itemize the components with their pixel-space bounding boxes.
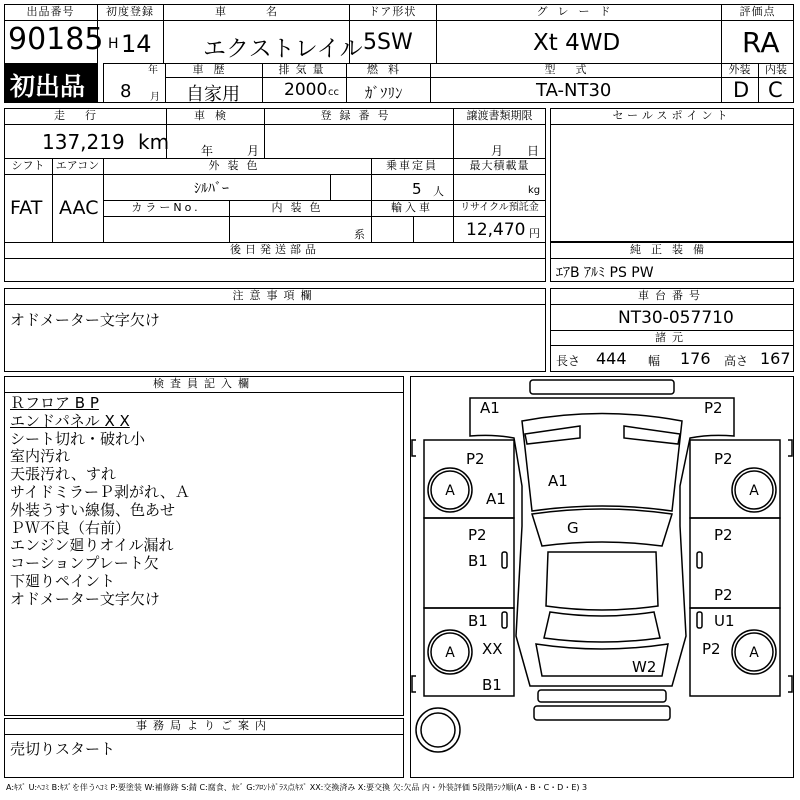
- mileage-label: 走行: [54, 109, 116, 122]
- dmg-left-rear-wheel: A: [445, 645, 455, 661]
- door: 5SW: [363, 30, 413, 55]
- regno-label: 登録番号: [320, 109, 397, 122]
- load-label: 最大積載量: [469, 159, 530, 172]
- len: 444: [596, 349, 627, 368]
- disp-label: 排気量: [278, 63, 330, 76]
- dmg-right-rear-wheel: A: [749, 645, 759, 661]
- lot-no-label: 出品番号: [26, 5, 75, 18]
- ac-label: エアコン: [55, 159, 100, 172]
- inspector-notes: [10, 395, 190, 609]
- note-line: エンドパネル X X: [10, 411, 130, 430]
- colorno-label: カラーNo.: [131, 201, 201, 214]
- inspector-label: 検査員記入欄: [153, 377, 255, 390]
- car-name: エクストレイル: [203, 36, 363, 62]
- dmg-right-front-door: P2: [714, 526, 733, 544]
- dmg-rear-bumper: B1: [482, 676, 502, 694]
- mileage: 137,219: [42, 130, 125, 154]
- model-label: 型式: [544, 63, 607, 76]
- chassis: NT30-057710: [618, 308, 734, 328]
- dmg-right-rear-door-1: P2: [714, 586, 733, 604]
- dmg-front-bumper-right: P2: [704, 399, 723, 417]
- equipment: ｴｱB ｱﾙﾐ PS PW: [556, 265, 654, 281]
- note-line: ＰＷ不良（右前）: [10, 518, 131, 537]
- history: 自家用: [186, 84, 240, 105]
- dmg-left-front-fender: P2: [466, 450, 485, 468]
- transfer-day: 日: [527, 144, 540, 158]
- seats: 5: [412, 180, 422, 198]
- first-listing-text: 初出品: [10, 72, 86, 101]
- hgt-label: 高さ: [724, 354, 749, 368]
- chassis-label: 車台番号: [638, 289, 706, 302]
- dmg-right-front-wheel: A: [749, 483, 759, 499]
- caution-label: 注意事項欄: [232, 289, 318, 302]
- recycle-label: リサイクル預託金: [460, 202, 539, 213]
- import-label: 輸入車: [391, 201, 433, 214]
- inspect-month-unit: 月: [247, 144, 260, 158]
- year-unit: 年: [148, 65, 158, 76]
- score-label: 評価点: [739, 5, 776, 18]
- office-label: 事務局よりご案内: [136, 719, 272, 732]
- hgt: 167: [760, 349, 791, 368]
- dmg-windshield: G: [567, 519, 579, 537]
- dmg-right-rear-fender: P2: [702, 640, 721, 658]
- equipment-label: 純正装備: [630, 243, 714, 256]
- history-label: 車歴: [192, 63, 235, 76]
- color: ｼﾙﾊﾞｰ: [194, 181, 229, 197]
- wid: 176: [680, 349, 711, 368]
- fuel: ｶﾞｿﾘﾝ: [365, 84, 403, 102]
- dims-label: 諸元: [655, 331, 689, 344]
- note-line: 天張汚れ、すれ: [10, 465, 116, 484]
- ext: D: [733, 78, 750, 102]
- shift-label: シフト: [11, 159, 45, 172]
- reg-label: 初度登録: [106, 5, 154, 18]
- car-name-label: 車名: [215, 5, 317, 18]
- dmg-left-front-wheel: A: [445, 483, 455, 499]
- grade: Xt 4WD: [533, 30, 621, 56]
- wid-label: 幅: [648, 354, 661, 368]
- score: RA: [742, 26, 780, 59]
- era: H: [108, 36, 119, 52]
- dmg-left-rear-fender: XX: [482, 640, 503, 658]
- note-line: サイドミラーＰ剥がれ、Ａ: [10, 482, 190, 501]
- disp-unit: cc: [328, 87, 339, 98]
- fuel-label: 燃料: [367, 63, 409, 76]
- later-parts-label: 後日発送部品: [230, 243, 320, 256]
- transfer-label: 譲渡書類期限: [466, 109, 533, 122]
- month-unit: 月: [150, 92, 160, 103]
- seats-unit: 人: [433, 185, 444, 198]
- dmg-front-bumper-left: A1: [480, 399, 500, 417]
- len-label: 長さ: [556, 354, 581, 368]
- dmg-right-front-fender: P2: [714, 450, 733, 468]
- int: C: [768, 78, 783, 102]
- intcolor-label: 内装色: [271, 201, 329, 214]
- note-line: コーションプレート欠: [10, 554, 159, 573]
- year-num: 14: [121, 30, 152, 58]
- int-label: 内装: [765, 63, 787, 76]
- dmg-right-rear-door-2: U1: [714, 612, 735, 630]
- note-line: シート切れ・破れ小: [10, 429, 146, 448]
- inspect-year-unit: 年: [201, 144, 214, 158]
- intcolor-suffix: 系: [354, 228, 365, 241]
- ext-label: 外装: [728, 63, 751, 76]
- note-line: 室内汚れ: [10, 447, 71, 466]
- note-line: 下廻りペイント: [10, 571, 116, 590]
- seats-label: 乗車定員: [386, 159, 438, 172]
- office-note: 売切りスタート: [10, 740, 116, 758]
- dmg-left-front-door: P2: [468, 526, 487, 544]
- mileage-unit: km: [138, 130, 170, 154]
- sales-point-frame: [550, 108, 794, 242]
- note-line: オドメーター文字欠け: [10, 589, 160, 608]
- grade-label: グレード: [536, 5, 621, 18]
- door-label: ドア形状: [368, 5, 417, 18]
- dmg-back-door: W2: [632, 658, 657, 676]
- shift: FAT: [10, 197, 43, 219]
- recycle-unit: 円: [529, 227, 540, 240]
- dmg-left-front-fender-2: A1: [486, 490, 506, 508]
- legend: A:ｷｽﾞ U:ﾍｺﾐ B:ｷｽﾞを伴うﾍｺﾐ P:要塗装 W:補修跡 S:錆 C:腐食、ｶﾋﾞ G:ﾌﾛﾝﾄｶﾞﾗｽ点ｷｽﾞ XX:交換済み X:要交換 欠:欠品 内・外装評価 5段階ﾗﾝｸ順(A・B・C・D・E) 3: [6, 783, 588, 792]
- car-diagram: [410, 376, 794, 778]
- recycle: 12,470: [466, 220, 526, 240]
- sales-point-label: セールスポイント: [612, 109, 732, 122]
- model: TA-NT30: [536, 80, 612, 101]
- disp: 2000: [284, 80, 328, 100]
- color-label: 外装色: [208, 159, 266, 172]
- dmg-left-rear-door: B1: [468, 612, 488, 630]
- note-line: Ｒフロア B P: [10, 394, 99, 412]
- note-line: エンジン廻りオイル漏れ: [10, 536, 174, 555]
- ac: AAC: [59, 197, 99, 219]
- dmg-hood: A1: [548, 472, 568, 490]
- lot-no: 90185: [8, 22, 104, 57]
- transfer-month: 月: [491, 144, 504, 158]
- dmg-left-front-door-2: B1: [468, 552, 488, 570]
- caution-text: オドメーター文字欠け: [10, 311, 160, 329]
- note-line: 外装うすい線傷、色あせ: [10, 500, 176, 519]
- load-unit: kg: [528, 185, 541, 196]
- inspect-label: 車検: [194, 109, 236, 122]
- month-num: 8: [120, 81, 132, 102]
